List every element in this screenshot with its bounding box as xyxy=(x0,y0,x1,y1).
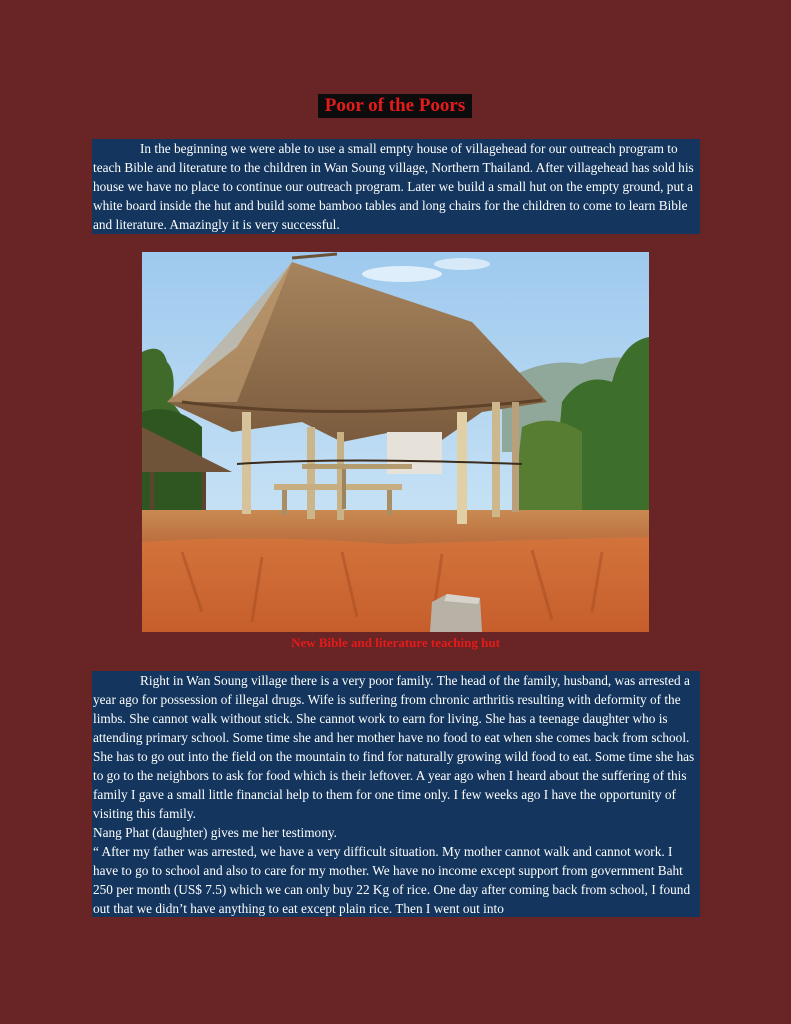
page-title: Poor of the Poors xyxy=(318,94,472,118)
intro-paragraph: In the beginning we were able to use a small empty house of villagehead for our outreach program to teach Bible and literature to the children in Wan Soung village, Northern Thailand. After villagehead has sold his house we have no place to continue our outreach program. Later we build a small hut on the empty ground, put a white board inside the hut and build some bamboo tables and long chairs for the children to come to learn Bible and literature. Amazingly it is very successful. xyxy=(93,141,694,232)
hut-photo xyxy=(142,252,649,632)
photo-caption: New Bible and literature teaching hut xyxy=(291,635,500,650)
testimony-intro: Nang Phat (daughter) gives me her testimony. xyxy=(93,825,337,840)
story-text-block xyxy=(92,671,700,917)
story-paragraph: Right in Wan Soung village there is a very poor family. The head of the family, husband, was arrested a year ago for possession of illegal drugs. Wife is suffering from chronic arthritis resulting with deformity of the limbs. She cannot walk without stick. She cannot work to earn for living. She has a teenage daughter who is attending primary school. Some time she and her mother have no food to eat when she comes back from school. She has to go out into the field on the mountain to find for naturally growing wild food to eat. Some time she has to go to the neighbors to ask for food which is their leftover. A year ago when I heard about the suffering of this family I gave a small little financial help to them for one time only. I few weeks ago I have the opportunity of visiting this family. xyxy=(93,673,695,821)
testimony-quote: “ After my father was arrested, we have a very difficult situation. My mother cannot walk and cannot work. I have to go to school and also to care for my mother. We have no income except support from government Baht 250 per month (US$ 7.5) which we can only buy 22 Kg of rice. One day after coming back from school, I found out that we didn’t have anything to eat except plain rice. Then I went out into xyxy=(93,844,691,916)
intro-text-block xyxy=(92,139,700,234)
